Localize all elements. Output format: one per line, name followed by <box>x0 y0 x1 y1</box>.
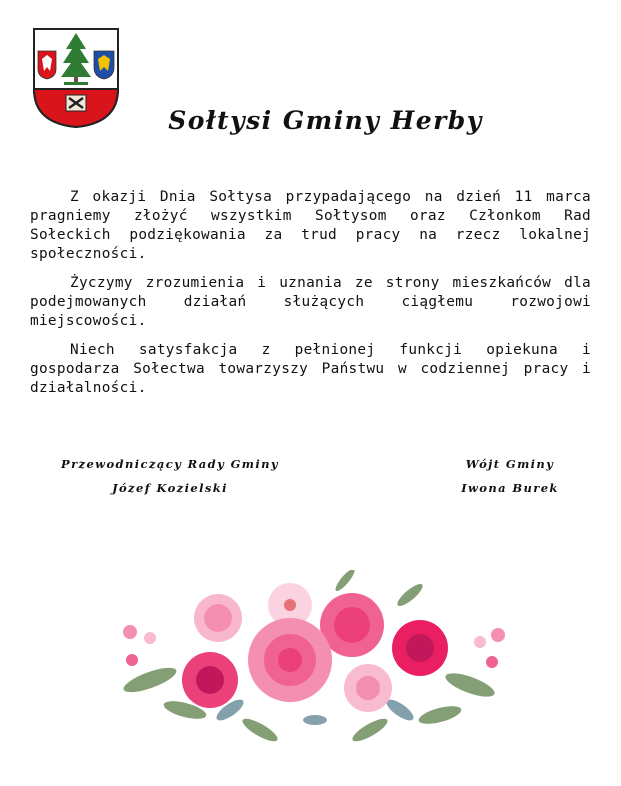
greeting-text <box>30 188 591 408</box>
paragraph-3: Niech satysfakcja z pełnionej funkcji opiekuna i gospodarza Sołectwa towarzyszy Państwu w codziennej pracy i działalności. <box>30 342 591 396</box>
eagle-shield-icon <box>38 51 56 79</box>
signature-left-role: Przewodniczący Rady Gminy <box>61 457 279 471</box>
paragraph-2: Życzymy zrozumienia i uznania ze strony mieszkańców dla podejmowanych działań służących ciągłemu rozwojowi miejscowości. <box>30 275 591 329</box>
paragraph-1: Z okazji Dnia Sołtysa przypadającego na dzień 11 marca pragniemy złożyć wszystkim Sołtysom oraz Członkom Rad Sołeckich podziękowania za trud pracy na rzecz lokalnej społeczności. <box>30 189 591 262</box>
signature-right <box>430 457 590 495</box>
signature-right-role: Wójt Gminy <box>465 457 555 471</box>
signature-left <box>40 457 300 495</box>
signature-right-name: Iwona Burek <box>461 481 559 495</box>
signature-left-name: Józef Kozielski <box>112 481 228 495</box>
page-title: Sołtysi Gminy Herby <box>168 106 483 135</box>
flower-bouquet-illustration <box>110 570 520 745</box>
blue-shield-icon <box>94 51 114 79</box>
